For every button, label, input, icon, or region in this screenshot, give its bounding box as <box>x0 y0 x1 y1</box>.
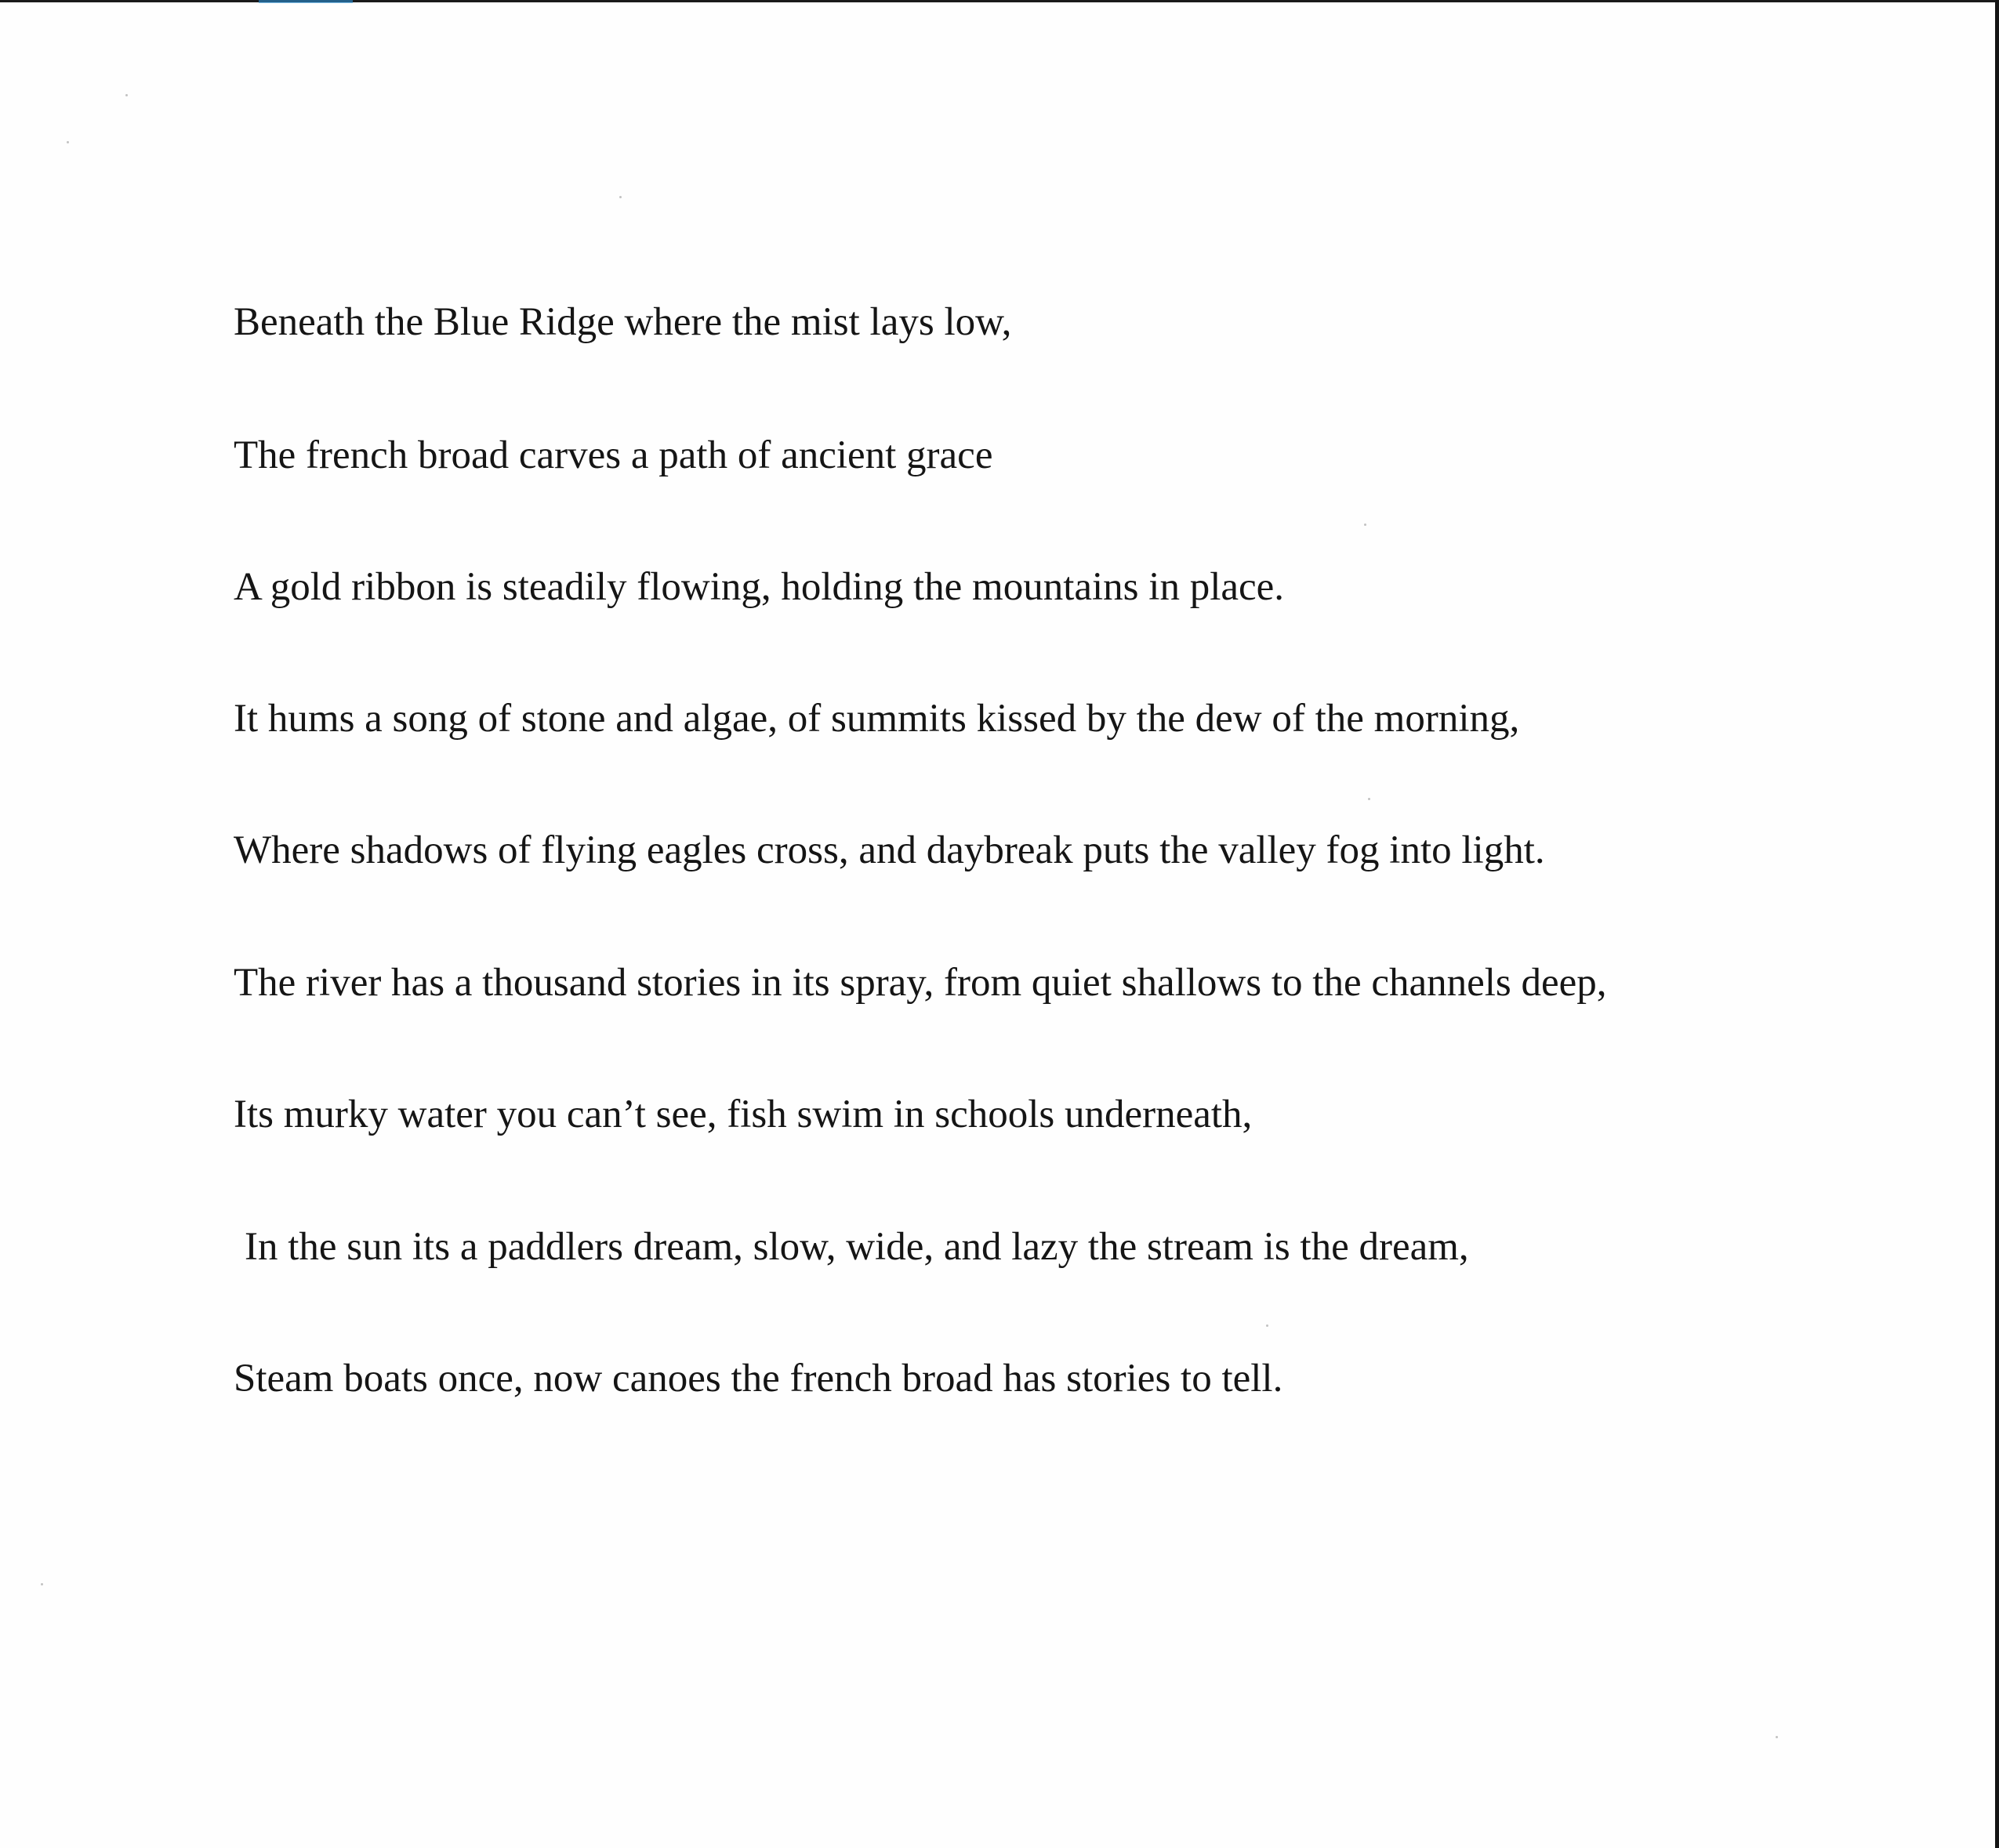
poem-line: A gold ribbon is steadily flowing, holding the mountains in place. <box>234 565 1285 609</box>
poem-line: In the sun its a paddlers dream, slow, wide, and lazy the stream is the dream, <box>245 1225 1469 1269</box>
poem-line: Steam boats once, now canoes the french broad has stories to tell. <box>234 1357 1283 1400</box>
poem-line: It hums a song of stone and algae, of summits kissed by the dew of the morning, <box>234 697 1520 741</box>
poem-line: Where shadows of flying eagles cross, and daybreak puts the valley fog into light. <box>234 828 1545 872</box>
poem-line: The river has a thousand stories in its spray, from quiet shallows to the channels deep, <box>234 961 1607 1005</box>
poem-line: Beneath the Blue Ridge where the mist lays low, <box>234 300 1012 344</box>
poem-line: Its murky water you can’t see, fish swim in schools underneath, <box>234 1092 1253 1136</box>
poem-line: The french broad carves a path of ancient grace <box>234 433 993 477</box>
